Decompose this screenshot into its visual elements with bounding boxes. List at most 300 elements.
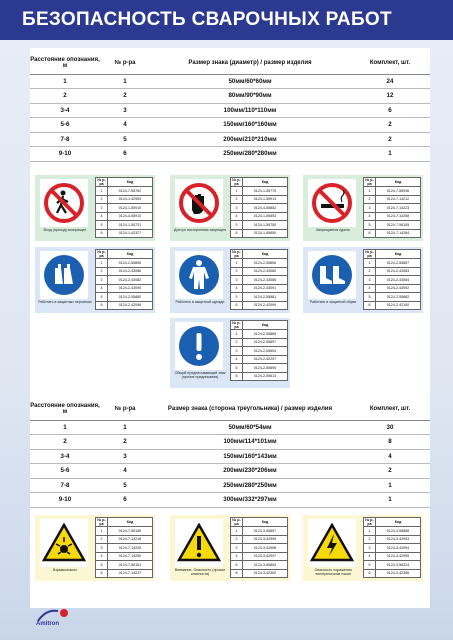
code-size-no: 5 [364, 293, 376, 302]
codes-header-code: Код [243, 321, 288, 330]
cell-set: 2 [350, 118, 430, 133]
sign-card-clothing [170, 247, 290, 313]
sign-caption: Внимание. Опасность (прочие опасности) [174, 568, 226, 577]
cell-set: 30 [350, 420, 430, 435]
sign-card-danger [170, 515, 290, 581]
protective-suit-icon [178, 254, 220, 296]
codes-row [231, 259, 288, 268]
code-value: 0124-2-55880 [108, 293, 153, 302]
code-size-no: 3 [231, 347, 243, 356]
cell-distance: 3-4 [30, 449, 100, 464]
codes-row [364, 293, 421, 302]
cell-size-no: 3 [100, 103, 150, 118]
code-size-no: 2 [96, 195, 108, 204]
cell-set: 2 [350, 132, 430, 147]
cell-set: 1 [350, 147, 430, 162]
codes-row [231, 544, 288, 553]
code-value: 0124-1-55770 [243, 187, 288, 196]
code-size-no: 2 [231, 267, 243, 276]
code-size-no: 3 [364, 204, 376, 213]
cell-set: 1 [350, 493, 430, 508]
sign-card-no-smoking [303, 175, 423, 241]
code-value: 0124-2-42099 [243, 301, 288, 310]
sign-card-electric [303, 515, 423, 581]
code-size-no: 4 [96, 284, 108, 293]
cell-dimensions: 250мм/280*280мм [150, 147, 350, 162]
cell-dimensions: 100мм/110*110мм [150, 103, 350, 118]
code-value: 0124-3-56324 [376, 561, 421, 570]
cell-set: 12 [350, 89, 430, 104]
code-size-no: 3 [231, 204, 243, 213]
codes-row [231, 552, 288, 561]
codes-header-row [96, 250, 153, 259]
codes-table [230, 177, 288, 238]
code-value: 0124-2-55897 [243, 338, 288, 347]
code-size-no: 4 [96, 552, 108, 561]
codes-header-no: № р-ра [97, 178, 106, 186]
cell-dimensions: 50мм/60*60мм [150, 74, 350, 89]
code-size-no: 3 [364, 544, 376, 553]
sign-card-no-entry [35, 175, 155, 241]
sign-caption: Работать в защитной одежде [175, 300, 225, 304]
cell-dimensions: 50мм/60*54мм [150, 420, 350, 435]
code-size-no: 1 [231, 527, 243, 536]
header-distance: Расстояние опознания, м [30, 398, 100, 420]
code-value: 0124-7-14284 [376, 229, 421, 238]
codes-row [96, 284, 153, 293]
code-size-no: 4 [231, 552, 243, 561]
code-value: 0124-3-42997 [243, 552, 288, 561]
code-value: 0124-1-55853 [243, 212, 288, 221]
codes-row [96, 267, 153, 276]
codes-table [230, 517, 288, 578]
codes-row [364, 204, 421, 213]
code-value: 0124-7-56345 [376, 221, 421, 230]
codes-header-row [96, 518, 153, 527]
size-table-triangle [30, 398, 430, 508]
codes-row [96, 259, 153, 268]
codes-row [96, 195, 153, 204]
table-row [30, 89, 430, 104]
codes-row [231, 212, 288, 221]
code-size-no: 2 [364, 535, 376, 544]
codes-row [364, 284, 421, 293]
table-row [30, 74, 430, 89]
code-size-no: 1 [231, 259, 243, 268]
code-value: 0124-1-55755 [243, 221, 288, 230]
cell-set: 8 [350, 435, 430, 450]
codes-table [230, 249, 288, 310]
code-size-no: 5 [96, 221, 108, 230]
cell-dimensions: 300мм/332*297мм [150, 493, 350, 508]
code-value: 0124-1-55850 [243, 229, 288, 238]
code-size-no: 6 [231, 372, 243, 381]
cell-distance: 9-10 [30, 493, 100, 508]
code-value: 0124-7-55936 [376, 187, 421, 196]
cell-distance: 1 [30, 74, 100, 89]
code-value: 0124-2-55881 [243, 293, 288, 302]
codes-row [364, 187, 421, 196]
table-row [30, 449, 430, 464]
cell-size-no: 5 [100, 478, 150, 493]
cell-dimensions: 80мм/90*90мм [150, 89, 350, 104]
clothing-sign [175, 251, 223, 299]
codes-row [364, 212, 421, 221]
header-set: Комплект, шт. [350, 52, 430, 74]
codes-header-code: Код [376, 178, 421, 187]
cell-distance: 5-6 [30, 464, 100, 479]
code-value: 0124-2-43082 [108, 276, 153, 285]
code-value: 0124-4-55910 [108, 212, 153, 221]
codes-header-no: № р-ра [97, 518, 106, 526]
codes-header-code: Код [376, 518, 421, 527]
code-value: 0124-1-55731 [108, 221, 153, 230]
codes-row [364, 267, 421, 276]
code-size-no: 2 [96, 535, 108, 544]
code-value: 0124-4-55852 [243, 204, 288, 213]
code-value: 0124-7-14258 [376, 212, 421, 221]
code-value: 0124-2-43092 [376, 284, 421, 293]
sign-caption: Работать в защитной обуви [309, 300, 357, 304]
cell-set: 6 [350, 103, 430, 118]
code-value: 0124-3-55857 [243, 527, 288, 536]
code-value: 0124-2-42297 [243, 355, 288, 364]
cell-distance: 9-10 [30, 147, 100, 162]
codes-row [231, 569, 288, 578]
table-row [30, 147, 430, 162]
codes-table [230, 320, 288, 381]
code-size-no: 6 [364, 229, 376, 238]
codes-header-row [364, 250, 421, 259]
codes-row [231, 221, 288, 230]
codes-header-no: № р-ра [232, 250, 241, 258]
table-row [30, 103, 430, 118]
code-size-no: 1 [96, 527, 108, 536]
sign-caption: Вход (проход) воспрещен [43, 228, 87, 232]
code-value: 0124-2-43083 [376, 267, 421, 276]
code-size-no: 2 [364, 195, 376, 204]
codes-header-no: № р-ра [365, 250, 374, 258]
codes-header-code: Код [376, 250, 421, 259]
code-size-no: 6 [96, 569, 108, 578]
code-value: 0124-7-14216 [108, 535, 153, 544]
code-size-no: 1 [364, 527, 376, 536]
cell-size-no: 6 [100, 147, 150, 162]
codes-header-no: № р-ра [97, 250, 106, 258]
codes-header-row [231, 518, 288, 527]
code-size-no: 2 [231, 338, 243, 347]
footwear-sign [308, 251, 356, 299]
codes-header-code: Код [108, 178, 153, 187]
codes-header-no: № р-ра [232, 321, 241, 329]
codes-row [231, 355, 288, 364]
code-value: 0124-3-42998 [243, 544, 288, 553]
table-row [30, 478, 430, 493]
code-size-no: 5 [364, 221, 376, 230]
code-size-no: 1 [231, 187, 243, 196]
code-value: 0124-2-43084 [376, 276, 421, 285]
codes-row [96, 187, 153, 196]
code-size-no: 6 [96, 301, 108, 310]
code-size-no: 1 [364, 187, 376, 196]
codes-row [96, 301, 153, 310]
code-value: 0124-3-42300 [243, 569, 288, 578]
table-row [30, 118, 430, 133]
cell-set: 24 [350, 74, 430, 89]
cell-size-no: 5 [100, 132, 150, 147]
codes-row [364, 527, 421, 536]
codes-row [231, 527, 288, 536]
cell-size-no: 1 [100, 74, 150, 89]
codes-row [231, 267, 288, 276]
page-title: БЕЗОПАСНОСТЬ СВАРОЧНЫХ РАБОТ [0, 0, 453, 40]
exclamation-mandatory-icon [178, 325, 220, 367]
cell-distance: 7-8 [30, 132, 100, 147]
brand-logo [34, 605, 74, 627]
codes-row [364, 276, 421, 285]
code-value: 0124-2-55882 [376, 293, 421, 302]
cell-distance: 2 [30, 89, 100, 104]
code-size-no: 4 [231, 284, 243, 293]
code-value: 0124-7-55762 [108, 187, 153, 196]
code-size-no: 3 [231, 276, 243, 285]
codes-row [96, 544, 153, 553]
code-size-no: 5 [96, 561, 108, 570]
codes-row [364, 561, 421, 570]
cell-distance: 7-8 [30, 478, 100, 493]
code-value: 0124-3-42995 [243, 535, 288, 544]
code-size-no: 1 [96, 187, 108, 196]
header-dimensions: Размер знака (диаметр) / размер изделия [150, 52, 350, 74]
danger-sign [175, 519, 223, 567]
codes-row [364, 195, 421, 204]
code-value: 0124-1-55913 [243, 195, 288, 204]
codes-row [364, 552, 421, 561]
code-value: 0124-7-56106 [108, 527, 153, 536]
code-value: 0124-7-14226 [108, 544, 153, 553]
header-size-no: № р-ра [100, 52, 150, 74]
codes-row [96, 552, 153, 561]
code-value: 0124-3-42993 [376, 535, 421, 544]
table-row [30, 493, 430, 508]
code-value: 0124-1-55910 [108, 204, 153, 213]
code-size-no: 5 [231, 561, 243, 570]
sign-card-general-mandatory [170, 318, 290, 388]
electric-hazard-icon [310, 523, 354, 563]
code-value: 0124-2-42100 [376, 301, 421, 310]
codes-row [231, 284, 288, 293]
codes-header-row [231, 321, 288, 330]
codes-row [231, 364, 288, 373]
gloves-icon [43, 254, 85, 296]
codes-row [231, 535, 288, 544]
sign-card-explosive [35, 515, 155, 581]
codes-row [231, 293, 288, 302]
code-value: 0124-7-56151 [108, 561, 153, 570]
no-access-sign [175, 179, 223, 227]
cell-distance: 3-4 [30, 103, 100, 118]
codes-table [95, 249, 153, 310]
codes-row [231, 204, 288, 213]
code-value: 0124-2-55857 [376, 259, 421, 268]
codes-row [364, 259, 421, 268]
code-value: 0124-2-43085 [243, 276, 288, 285]
code-size-no: 6 [364, 569, 376, 578]
codes-header-row [231, 178, 288, 187]
code-value: 0124-3-42306 [376, 569, 421, 578]
code-size-no: 2 [231, 535, 243, 544]
header-set: Комплект, шт. [350, 398, 430, 420]
cell-dimensions: 200мм/210*210мм [150, 132, 350, 147]
brand-logo-text: Amitron [36, 621, 59, 627]
codes-header-code: Код [108, 250, 153, 259]
codes-row [96, 561, 153, 570]
gloves-sign [40, 251, 88, 299]
codes-row [231, 347, 288, 356]
code-size-no: 3 [96, 276, 108, 285]
sign-card-no-unauthorized [170, 175, 290, 241]
header-size-no: № р-ра [100, 398, 150, 420]
codes-row [96, 535, 153, 544]
codes-row [96, 569, 153, 578]
codes-row [364, 301, 421, 310]
no-smoking-sign [308, 179, 356, 227]
electric-sign [308, 519, 356, 567]
cell-set: 1 [350, 478, 430, 493]
codes-table [95, 177, 153, 238]
cell-size-no: 4 [100, 118, 150, 133]
code-size-no: 5 [231, 221, 243, 230]
table-header-row [30, 398, 430, 420]
code-size-no: 4 [231, 212, 243, 221]
codes-header-code: Код [243, 250, 288, 259]
sign-caption: Доступ посторонним запрещен [174, 228, 226, 232]
cell-dimensions: 200мм/230*206мм [150, 464, 350, 479]
codes-row [231, 561, 288, 570]
code-size-no: 1 [96, 259, 108, 268]
code-size-no: 2 [364, 267, 376, 276]
codes-row [96, 204, 153, 213]
codes-header-row [364, 178, 421, 187]
code-size-no: 2 [231, 195, 243, 204]
codes-row [96, 527, 153, 536]
sign-caption: Запрещается курить [315, 228, 351, 232]
general-mandatory-sign [175, 322, 223, 370]
codes-header-code: Код [108, 518, 153, 527]
code-value: 0124-7-14223 [376, 204, 421, 213]
no-entry-sign [40, 179, 88, 227]
header-dimensions: Размер знака (сторона треугольника) / размер изделия [150, 398, 350, 420]
code-size-no: 2 [96, 267, 108, 276]
boots-icon [311, 254, 353, 296]
codes-row [96, 276, 153, 285]
code-value: 0124-1-42327 [108, 229, 153, 238]
codes-header-row [231, 250, 288, 259]
table-row [30, 435, 430, 450]
table-row [30, 132, 430, 147]
code-value: 0124-7-14250 [108, 552, 153, 561]
cell-distance: 2 [30, 435, 100, 450]
sign-caption: Общий предписывающий знак (прочие предписания) [174, 371, 226, 380]
prohibition-pedestrian-icon [43, 182, 85, 224]
cell-dimensions: 100мм/114*101мм [150, 435, 350, 450]
code-size-no: 5 [231, 293, 243, 302]
cell-size-no: 1 [100, 420, 150, 435]
codes-table [363, 249, 421, 310]
codes-row [364, 569, 421, 578]
codes-row [231, 338, 288, 347]
code-size-no: 6 [96, 229, 108, 238]
code-size-no: 6 [231, 229, 243, 238]
cell-size-no: 4 [100, 464, 150, 479]
codes-table [363, 177, 421, 238]
code-size-no: 3 [364, 276, 376, 285]
code-size-no: 3 [231, 544, 243, 553]
code-value: 0124-2-42098 [108, 301, 153, 310]
code-size-no: 4 [364, 212, 376, 221]
sign-caption: Работать в защитных перчатках [38, 300, 92, 304]
code-size-no: 4 [364, 552, 376, 561]
cell-distance: 5-6 [30, 118, 100, 133]
codes-row [96, 293, 153, 302]
code-size-no: 3 [96, 204, 108, 213]
codes-table [363, 517, 421, 578]
code-value: 0124-2-43090 [108, 284, 153, 293]
codes-row [231, 330, 288, 339]
code-value: 0124-2-55855 [108, 259, 153, 268]
codes-row [364, 229, 421, 238]
brand-logo-icon [34, 605, 74, 627]
codes-row [231, 276, 288, 285]
cell-size-no: 2 [100, 89, 150, 104]
cell-dimensions: 250мм/280*250мм [150, 478, 350, 493]
codes-row [96, 229, 153, 238]
code-size-no: 5 [364, 561, 376, 570]
codes-header-no: № р-ра [232, 178, 241, 186]
code-value: 0124-2-55890 [243, 364, 288, 373]
code-size-no: 1 [364, 259, 376, 268]
code-value: 0124-3-55854 [243, 561, 288, 570]
code-size-no: 6 [231, 569, 243, 578]
codes-row [96, 221, 153, 230]
sign-caption: Опасность поражения электрическим током [314, 568, 352, 577]
code-value: 0124-2-43091 [243, 284, 288, 293]
size-table-round [30, 52, 430, 162]
codes-row [96, 212, 153, 221]
cell-distance: 1 [30, 420, 100, 435]
codes-row [231, 301, 288, 310]
code-value: 0124-3-42995 [376, 552, 421, 561]
code-value: 0124-2-55856 [243, 259, 288, 268]
code-value: 0124-2-55604 [243, 347, 288, 356]
sign-card-gloves [35, 247, 155, 313]
sign-caption: Взрывоопасно [52, 568, 78, 572]
codes-row [364, 221, 421, 230]
table-header-row [30, 52, 430, 74]
codes-header-no: № р-ра [365, 178, 374, 186]
code-value: 0124-3-55858 [376, 527, 421, 536]
cell-size-no: 6 [100, 493, 150, 508]
exclamation-warning-icon [177, 523, 221, 563]
prohibition-hand-icon [178, 182, 220, 224]
code-value: 0124-7-14212 [376, 195, 421, 204]
codes-header-row [364, 518, 421, 527]
codes-header-row [96, 178, 153, 187]
table-row [30, 420, 430, 435]
codes-row [231, 372, 288, 381]
cell-set: 2 [350, 464, 430, 479]
codes-table [95, 517, 153, 578]
